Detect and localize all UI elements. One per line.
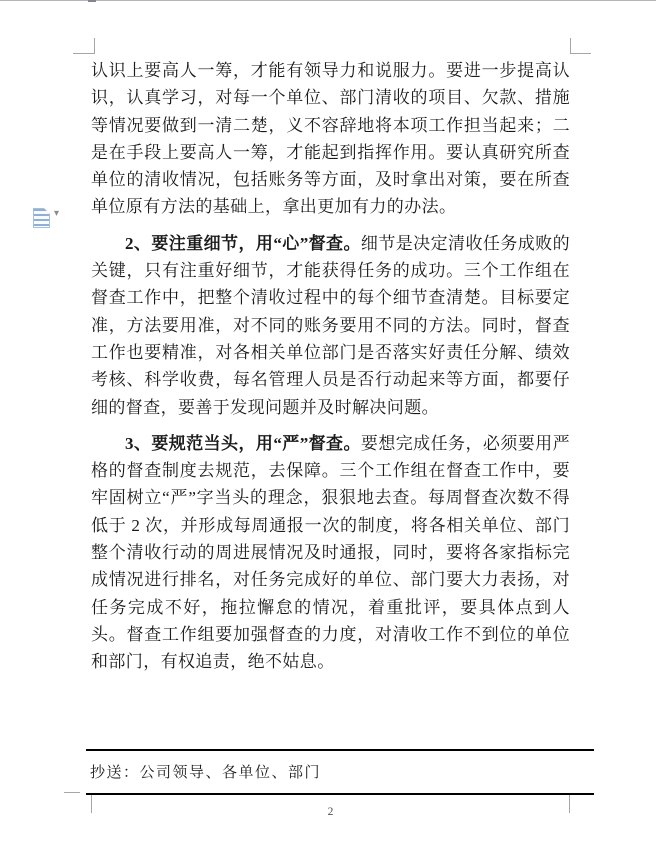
page-top-tick [88, 0, 96, 2]
crop-mark-top-right [570, 53, 591, 54]
text-run: 认识上要高人一筹，才能有领导力和说服力。要进一步提高认识，认真学习，对每一个单位、部门清收的项目、欠款、措施等情况要做到一清二楚，义不容辞地将本项工作担当起来；二是在手段上要高人一筹，才能起到指挥作用。要认真研究所查单位的清收情况，包括账务等方面，及时拿出对策，要在所查单位原有方法的基础上，拿出更加有力的办法。 [91, 61, 570, 217]
crop-mark-top-right [570, 38, 571, 54]
page-number: 2 [327, 806, 334, 818]
bold-run: 3、要规范当头，用“严”督查。 [125, 433, 361, 453]
chevron-down-icon[interactable]: ▾ [54, 208, 60, 219]
cc-block [86, 749, 594, 795]
paste-options-button[interactable] [32, 206, 64, 230]
cc-line: 抄送：公司领导、各单位、部门 [90, 765, 322, 781]
page-top-edge-line [0, 0, 656, 1]
document-body [91, 57, 570, 676]
bold-run: 2、要注重细节，用“心”督查。 [125, 233, 361, 253]
crop-mark-bottom-left [64, 792, 80, 793]
text-run: 细节是决定清收任务成败的关键，只有注重好细节，才能获得任务的成功。三个工作组在督查工作中，把整个清收过程中的每个细节查清楚。目标要定准，方法要用准，对不同的账务要用不同的方法。同时，督查工作也要精准，对各相关单位部门是否落实好责任分解、绩效考核、科学收费，每名管理人员是否行动起来等方面，都要仔细的督查，要善于发现问题并及时解决问题。 [91, 233, 570, 417]
crop-mark-top-left [94, 38, 95, 54]
paragraph-item-3[interactable] [91, 430, 570, 676]
paste-options-icon[interactable] [33, 208, 50, 228]
paragraph-continuation[interactable] [91, 57, 570, 221]
crop-mark-top-left [73, 53, 94, 54]
text-run: 要想完成任务，必须要用严格的督查制度去规范，去保障。三个工作组在督查工作中，要牢固树立“严”字当头的理念，狠狠地去查。每周督查次数不得低于 2 次，并形成每周通报一次的制度，将各相关单位、部门整个清收行动的周进展情况及时通报，同时，要将各家指标完成情况进行排名，对任务完成好的单位、部门要大力表扬，对任务完成不好，拖拉懈怠的情况，着重批评，要具体点到人头。督查工作组要加强督查的力度，对清收工作不到位的单位和部门，有权追责，绝不姑息。 [91, 433, 570, 672]
paragraph-item-2[interactable] [91, 230, 570, 421]
